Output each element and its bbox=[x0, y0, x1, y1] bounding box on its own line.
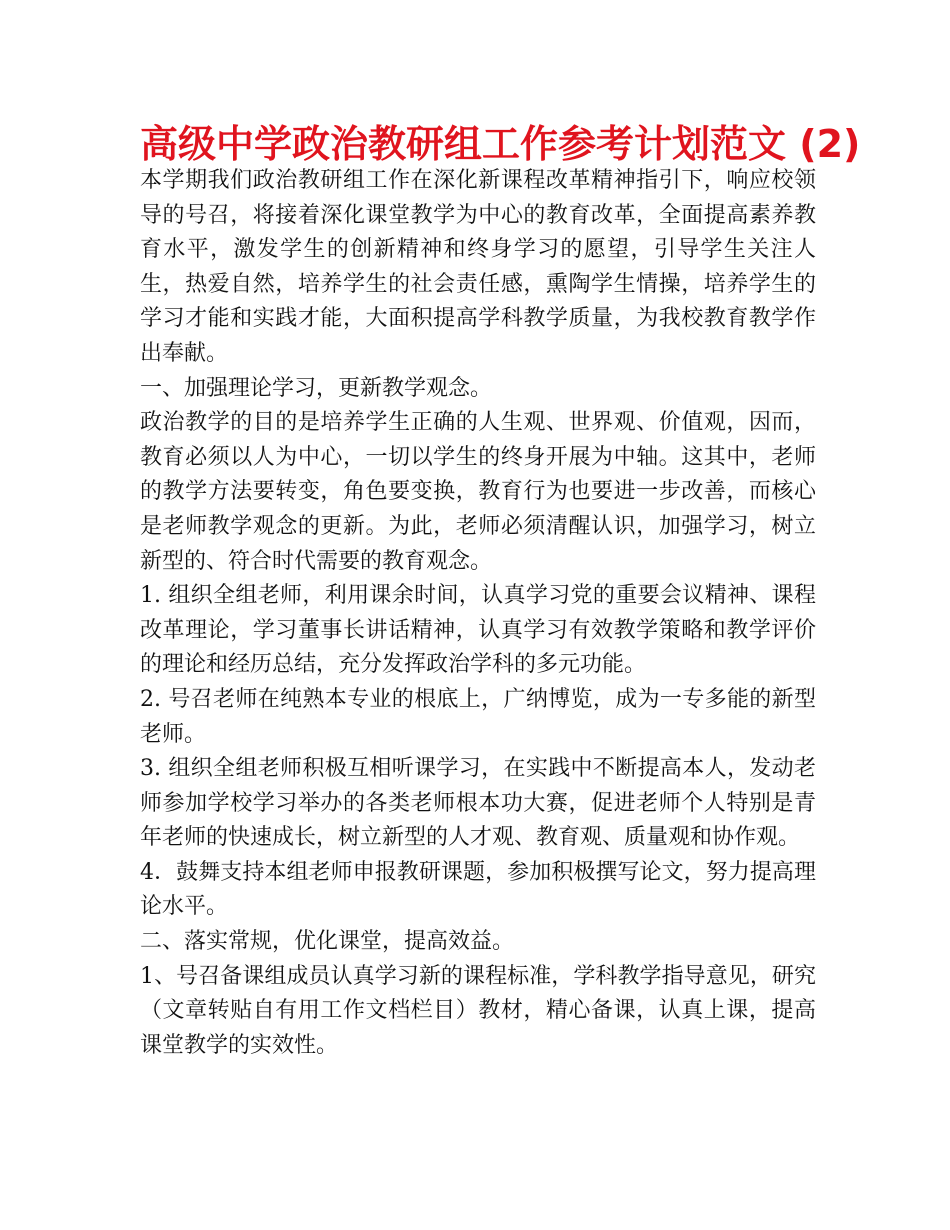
paragraph-intro: 本学期我们政治教研组工作在深化新课程改革精神指引下，响应校领导的号召，将接着深化课堂教学为中心的教育改革，全面提高素养教育水平，激发学生的创新精神和终身学习的愿望，引导学生关注人生，热爱自然，培养学生的社会责任感，熏陶学生情操，培养学生的学习才能和实践才能，大面积提高学科教学质量，为我校教育教学作出奉献。 bbox=[140, 168, 816, 366]
list-item-section-2-1: 1、号召备课组成员认真学习新的课程标准，学科教学指导意见，研究（文章转贴自有用工作文档栏目）教材，精心备课，认真上课，提高课堂教学的实效性。 bbox=[140, 963, 816, 1058]
heading-section-2: 二、落实常规，优化课堂，提高效益。 bbox=[140, 929, 515, 955]
document-body bbox=[140, 164, 816, 1063]
list-item-2: 2. 号召老师在纯熟本专业的根底上，广纳博览，成为一专多能的新型老师。 bbox=[140, 686, 816, 747]
list-item-3: 3. 组织全组老师积极互相听课学习，在实践中不断提高本人，发动老师参加学校学习举办的各类老师根本功大赛，促进老师个人特别是青年老师的快速成长，树立新型的人才观、教育观、质量观和协作观。 bbox=[140, 756, 816, 851]
heading-section-1: 一、加强理论学习，更新教学观念。 bbox=[140, 375, 493, 401]
paragraph-section-1: 政治教学的目的是培养学生正确的人生观、世界观、价值观，因而，教育必须以人为中心，一切以学生的终身开展为中轴。这其中，老师的教学方法要转变，角色要变换，教育行为也要进一步改善，而核心是老师教学观念的更新。为此，老师必须清醒认识，加强学习，树立新型的、符合时代需要的教育观念。 bbox=[140, 410, 816, 574]
list-item-1: 1. 组织全组老师，利用课余时间，认真学习党的重要会议精神、课程改革理论，学习董事长讲话精神，认真学习有效教学策略和教学评价的理论和经历总结，充分发挥政治学科的多元功能。 bbox=[140, 583, 816, 678]
list-item-4: 4．鼓舞支持本组老师申报教研课题，参加积极撰写论文，努力提高理论水平。 bbox=[140, 859, 816, 920]
document-title: 高级中学政治教研组工作参考计划范文 (2) bbox=[140, 122, 861, 166]
